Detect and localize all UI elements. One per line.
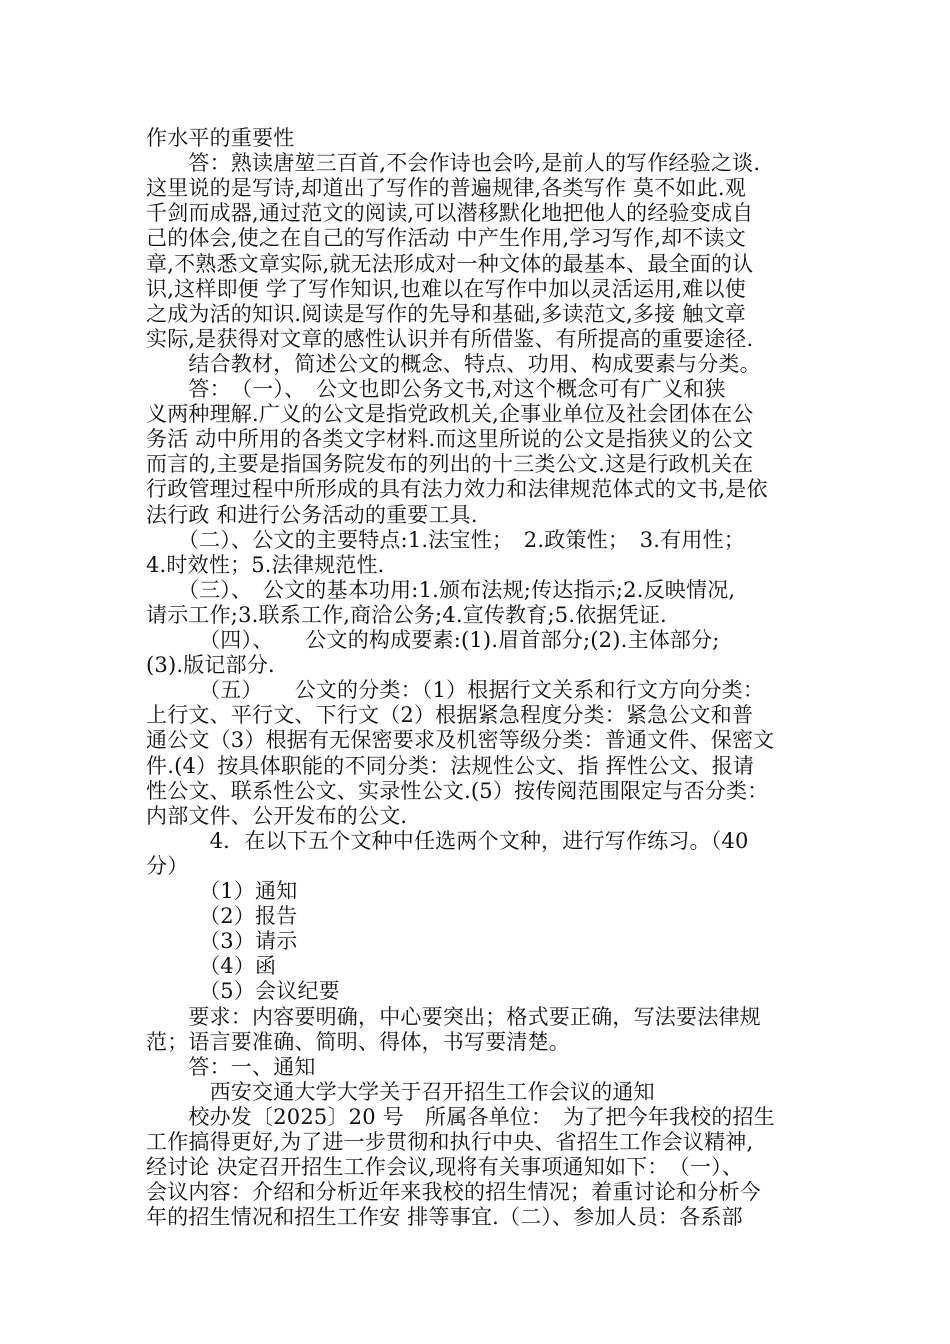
text-line: 答：一、通知 (146, 1054, 316, 1079)
text-line: 年的招生情况和招生工作安 排等事宜.（二）、参加人员：各系部 (146, 1205, 743, 1230)
text-line: 己的体会,使之在自己的写作活动 中产生作用,学习写作,却不读文 (146, 226, 746, 251)
text-line: 章,不熟悉文章实际,就无法形成对一种文体的最基本、最全面的认 (146, 251, 754, 276)
text-line: 通公文（3）根据有无保密要求及机密等级分类：普通文件、保密文 (146, 728, 775, 753)
text-line: 会议内容：介绍和分析近年来我校的招生情况；着重讨论和分析今 (146, 1180, 761, 1205)
text-line: 请示工作;3.联系工作,商洽公务;4.宣传教育;5.依据凭证. (146, 602, 667, 627)
text-line: 这里说的是写诗,却道出了写作的普遍规律,各类写作 莫不如此.观 (146, 176, 746, 201)
text-line: 答： （一）、 公文也即公务文书,对这个概念可有广义和狭 (146, 377, 726, 401)
text-line: 识,这样即便 学了写作知识,也难以在写作中加以灵活运用,难以使 (146, 276, 746, 301)
text-line: 作水平的重要性 (146, 126, 295, 150)
text-line: 上行文、平行文、下行文（2）根据紧急程度分类：紧急公文和普 (146, 703, 754, 728)
text-line: (3).版记部分. (146, 653, 275, 678)
text-line: （四）、 公文的构成要素:(1).眉首部分;(2).主体部分; (146, 628, 720, 652)
text-line: 范；语言要准确、简明、得体，书写要清楚。 (146, 1029, 570, 1054)
text-line: 经讨论 决定召开招生工作会议,现将有关事项通知如下： （一）、 (146, 1155, 744, 1180)
text-line: 法行政 和进行公务活动的重要工具. (146, 502, 478, 527)
text-line: （4）函 (146, 954, 277, 979)
text-line: 务活 动中所用的各类文字材料.而这里所说的公文是指狭义的公文 (146, 427, 754, 452)
text-line: 性公文、联系性公文、实录性公文.(5）按传阅范围限定与否分类： (146, 778, 769, 803)
text-line: 4.时效性；5.法律规范性. (146, 552, 385, 577)
text-line: （3）请示 (146, 929, 298, 954)
text-line: 分） (146, 853, 189, 878)
text-line: （5）会议纪要 (146, 979, 340, 1004)
text-line: 西安交通大学大学关于召开招生工作会议的通知 (146, 1079, 655, 1104)
text-line: （二）、公文的主要特点:1.法宝性； 2.政策性； 3.有用性； (146, 527, 745, 552)
text-line: 义两种理解.广义的公文是指党政机关,企事业单位及社会团体在公 (146, 402, 754, 427)
text-line: 而言的,主要是指国务院发布的列出的十三类公文.这是行政机关在 (146, 452, 754, 477)
text-line: 校办发〔2025〕20 号 所属各单位： 为了把今年我校的招生 (146, 1104, 775, 1129)
text-line: 结合教材，简述公文的概念、特点、功用、构成要素与分类。 (146, 351, 761, 376)
text-line: 千剑而成器,通过范文的阅读,可以潜移默化地把他人的经验变成自 (146, 201, 754, 226)
text-line: 4．在以下五个文种中任选两个文种，进行写作练习。（40 (146, 828, 749, 853)
text-line: 实际,是获得对文章的感性认识并有所借鉴、有所提高的重要途径. (146, 326, 754, 351)
text-line: （2）报告 (146, 904, 298, 929)
text-line: 件.(4）按具体职能的不同分类：法规性公文、指 挥性公文、报请 (146, 753, 755, 778)
text-line: 答：熟读唐堃三百首,不会作诗也会吟,是前人的写作经验之谈. (146, 151, 761, 176)
text-line: （1）通知 (146, 879, 298, 903)
text-line: 之成为活的知识.阅读是写作的先导和基础,多读范文,多接 触文章 (146, 301, 746, 326)
text-line: 工作搞得更好,为了进一步贯彻和执行中央、省招生工作会议精神, (146, 1130, 754, 1154)
text-line: 要求：内容要明确，中心要突出；格式要正确，写法要法律规 (146, 1004, 761, 1029)
text-line: （三）、 公文的基本功用:1.颁布法规;传达指示;2.反映情况, (146, 577, 736, 602)
text-line: 行政管理过程中所形成的具有法力效力和法律规范体式的文书,是依 (146, 477, 768, 502)
text-line: 内部文件、公开发布的公文. (146, 803, 408, 828)
text-line: （五） 公文的分类：（1）根据行文关系和行文方向分类： (146, 678, 765, 703)
